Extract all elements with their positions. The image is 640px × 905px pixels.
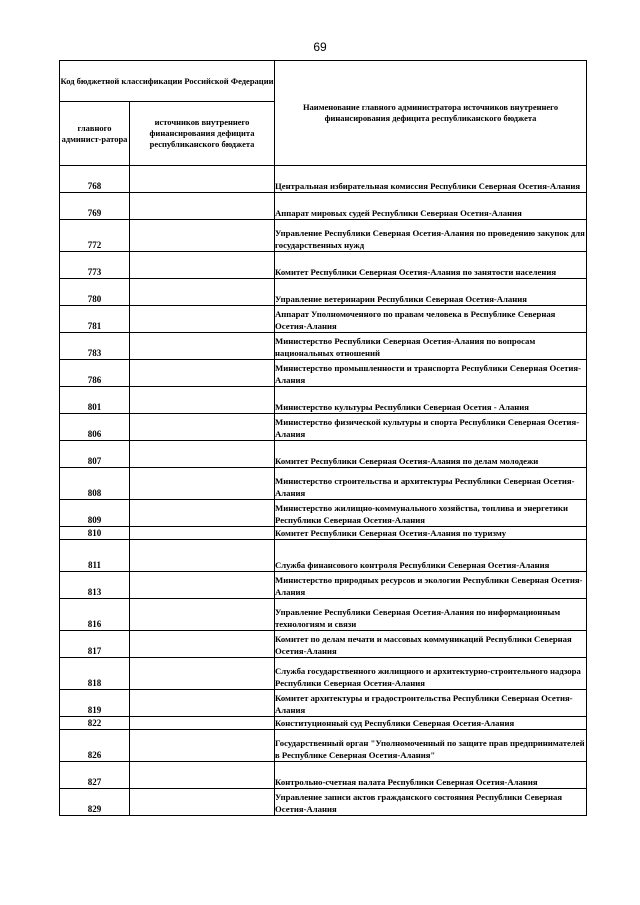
source-code (130, 193, 275, 220)
admin-code: 781 (60, 306, 130, 333)
header-administrator-name: Наименование главного администратора источников внутреннего финансирования дефицита республиканского бюджета (275, 61, 587, 166)
admin-code: 810 (60, 527, 130, 540)
source-code (130, 631, 275, 658)
source-code (130, 468, 275, 500)
admin-code: 772 (60, 220, 130, 252)
admin-name: Министерство строительства и архитектуры Республики Северная Осетия-Алания (275, 468, 587, 500)
admin-name: Министерство жилищно-коммунального хозяйства, топлива и энергетики Республики Северная Осетия-Алания (275, 500, 587, 527)
source-code (130, 333, 275, 360)
source-code (130, 360, 275, 387)
source-code (130, 441, 275, 468)
admin-name: Контрольно-счетная палата Республики Северная Осетия-Алания (275, 762, 587, 789)
page-number: 69 (313, 40, 327, 54)
admin-name: Комитет Республики Северная Осетия-Алания по занятости населения (275, 252, 587, 279)
admin-name: Комитет Республики Северная Осетия-Алания по туризму (275, 527, 587, 540)
table-row (60, 333, 587, 360)
admin-name: Комитет Республики Северная Осетия-Алания по делам молодежи (275, 441, 587, 468)
admin-code: 783 (60, 333, 130, 360)
admin-code: 769 (60, 193, 130, 220)
admin-name: Министерство Республики Северная Осетия-Алания по вопросам национальных отношений (275, 333, 587, 360)
admin-code: 818 (60, 658, 130, 690)
table-row (60, 220, 587, 252)
source-code (130, 540, 275, 572)
table-row (60, 789, 587, 816)
source-code (130, 252, 275, 279)
table-row (60, 306, 587, 333)
source-code (130, 717, 275, 730)
header-main-administrator: главного админист-ратора (60, 102, 130, 166)
admin-code: 780 (60, 279, 130, 306)
admin-code: 813 (60, 572, 130, 599)
admin-name: Служба государственного жилищного и архитектурно-строительного надзора Республики Северная Осетия-Алания (275, 658, 587, 690)
admin-name: Комитет по делам печати и массовых коммуникаций Республики Северная Осетия-Алания (275, 631, 587, 658)
table-row (60, 441, 587, 468)
admin-name: Аппарат Уполномоченного по правам человека в Республике Северная Осетия-Алания (275, 306, 587, 333)
source-code (130, 500, 275, 527)
table-row (60, 730, 587, 762)
admin-name: Управление ветеринарии Республики Северная Осетия-Алания (275, 279, 587, 306)
admin-code: 811 (60, 540, 130, 572)
table-row (60, 572, 587, 599)
source-code (130, 599, 275, 631)
admin-name: Управление Республики Северная Осетия-Алания по информационным технологиям и связи (275, 599, 587, 631)
source-code (130, 279, 275, 306)
table-row (60, 166, 587, 193)
table-row (60, 762, 587, 789)
table-row (60, 599, 587, 631)
source-code (130, 220, 275, 252)
admin-code: 773 (60, 252, 130, 279)
table-row (60, 414, 587, 441)
admin-code: 822 (60, 717, 130, 730)
admin-name: Министерство физической культуры и спорта Республики Северная Осетия-Алания (275, 414, 587, 441)
admin-code: 819 (60, 690, 130, 717)
admin-code: 827 (60, 762, 130, 789)
admin-code: 816 (60, 599, 130, 631)
source-code (130, 789, 275, 816)
source-code (130, 306, 275, 333)
source-code (130, 387, 275, 414)
admin-name: Министерство культуры Республики Северная Осетия - Алания (275, 387, 587, 414)
admin-code: 829 (60, 789, 130, 816)
source-code (130, 572, 275, 599)
budget-classification-table (59, 60, 587, 816)
source-code (130, 658, 275, 690)
source-code (130, 690, 275, 717)
header-budget-code-group: Код бюджетной классификации Российской Федерации (60, 61, 275, 102)
admin-name: Министерство промышленности и транспорта Республики Северная Осетия-Алания (275, 360, 587, 387)
admin-code: 817 (60, 631, 130, 658)
admin-name: Управление Республики Северная Осетия-Алания по проведению закупок для государственных нужд (275, 220, 587, 252)
source-code (130, 762, 275, 789)
table-row (60, 252, 587, 279)
admin-name: Центральная избирательная комиссия Республики Северная Осетия-Алания (275, 166, 587, 193)
admin-name: Служба финансового контроля Республики Северная Осетия-Алания (275, 540, 587, 572)
admin-code: 768 (60, 166, 130, 193)
admin-name: Аппарат мировых судей Республики Северная Осетия-Алания (275, 193, 587, 220)
table-row (60, 500, 587, 527)
admin-name: Управление записи актов гражданского состояния Республики Северная Осетия-Алания (275, 789, 587, 816)
admin-code: 807 (60, 441, 130, 468)
table-row (60, 468, 587, 500)
admin-code: 806 (60, 414, 130, 441)
table-row (60, 527, 587, 540)
table-row (60, 540, 587, 572)
admin-name: Министерство природных ресурсов и экологии Республики Северная Осетия-Алания (275, 572, 587, 599)
admin-code: 809 (60, 500, 130, 527)
header-financing-sources: источников внутреннего финансирования дефицита республиканского бюджета (130, 102, 275, 166)
admin-code: 801 (60, 387, 130, 414)
table-row (60, 360, 587, 387)
admin-code: 826 (60, 730, 130, 762)
table-row (60, 631, 587, 658)
table-row (60, 193, 587, 220)
admin-name: Конституционный суд Республики Северная Осетия-Алания (275, 717, 587, 730)
source-code (130, 414, 275, 441)
table-row (60, 690, 587, 717)
admin-name: Комитет архитектуры и градостроительства Республики Северная Осетия-Алания (275, 690, 587, 717)
table-row (60, 279, 587, 306)
admin-code: 808 (60, 468, 130, 500)
source-code (130, 730, 275, 762)
table-row (60, 658, 587, 690)
admin-name: Государственный орган "Уполномоченный по защите прав предпринимателей в Республике Северная Осетия-Алания" (275, 730, 587, 762)
source-code (130, 166, 275, 193)
table-row (60, 717, 587, 730)
admin-code: 786 (60, 360, 130, 387)
table-row (60, 387, 587, 414)
source-code (130, 527, 275, 540)
